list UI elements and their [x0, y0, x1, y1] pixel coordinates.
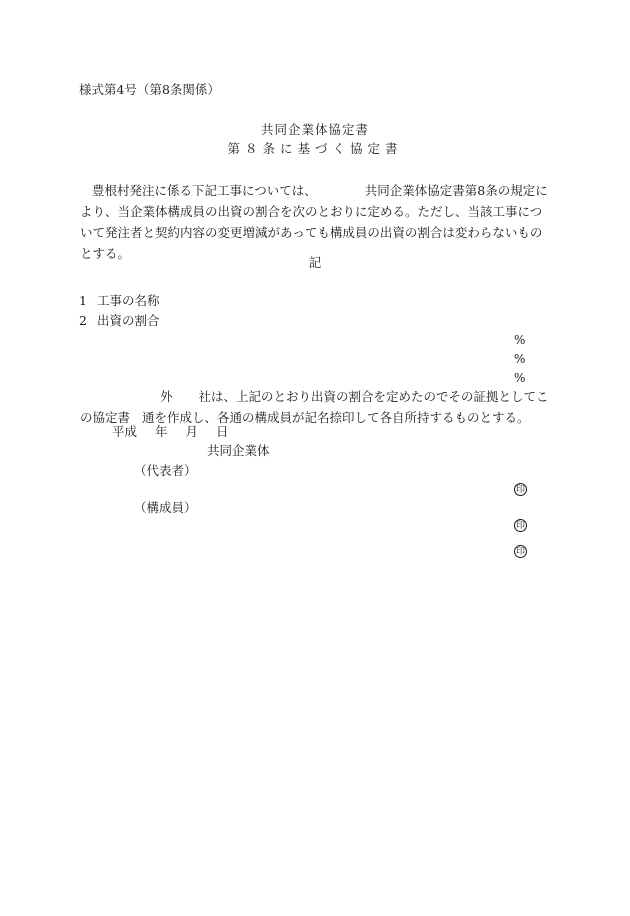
list-item-project-name	[79, 295, 160, 308]
date-era: 平成	[112, 424, 138, 439]
item-number: 1	[79, 293, 87, 308]
member-label: （構成員）	[134, 500, 197, 515]
item-number: 2	[79, 313, 87, 328]
document-subtitle: 第８条に基づく協定書	[227, 141, 403, 156]
percent-sign: %	[514, 352, 526, 366]
seal-icon: 印	[515, 521, 525, 531]
agreement-paragraph	[80, 180, 552, 264]
paragraph2-part2: 社は、上記のとおり出資の割合を定めたのでその証拠としてこの協定書	[80, 389, 549, 425]
paragraph1-part2: 共同企業体協定書第8条の規定により、当企業体構成員の出資の割合を次のとおりに定める。ただし、当該工事について発注者と契約内容の変更増減があっても構成員の出資の割合は変わらないものとする。	[80, 183, 548, 261]
paragraph2-part3: 通を作成し、各通の構成員が記名捺印して各自所持するものとする。	[142, 410, 530, 425]
item-label: 出資の割合	[97, 313, 160, 328]
form-number: 様式第4号（第8条関係）	[79, 82, 220, 97]
ki-heading: 記	[308, 255, 322, 270]
date-year: 年	[155, 424, 168, 439]
paragraph2-part1: 外	[160, 389, 173, 404]
closing-paragraph	[80, 386, 552, 428]
paragraph1-part1: 豊根村発注に係る下記工事については、	[92, 183, 317, 198]
date-day: 日	[216, 424, 229, 439]
item-label: 工事の名称	[97, 293, 160, 308]
document-title: 共同企業体協定書	[260, 122, 369, 137]
seal-icon: 印	[515, 547, 525, 557]
percent-sign: %	[514, 371, 526, 385]
jv-label: 共同企業体	[207, 443, 270, 458]
percent-sign: %	[514, 333, 526, 347]
date-month: 月	[185, 424, 199, 439]
representative-label: （代表者）	[134, 463, 197, 478]
seal-icon: 印	[515, 485, 525, 495]
date-line	[112, 426, 229, 439]
list-item-investment-ratio	[79, 315, 160, 328]
